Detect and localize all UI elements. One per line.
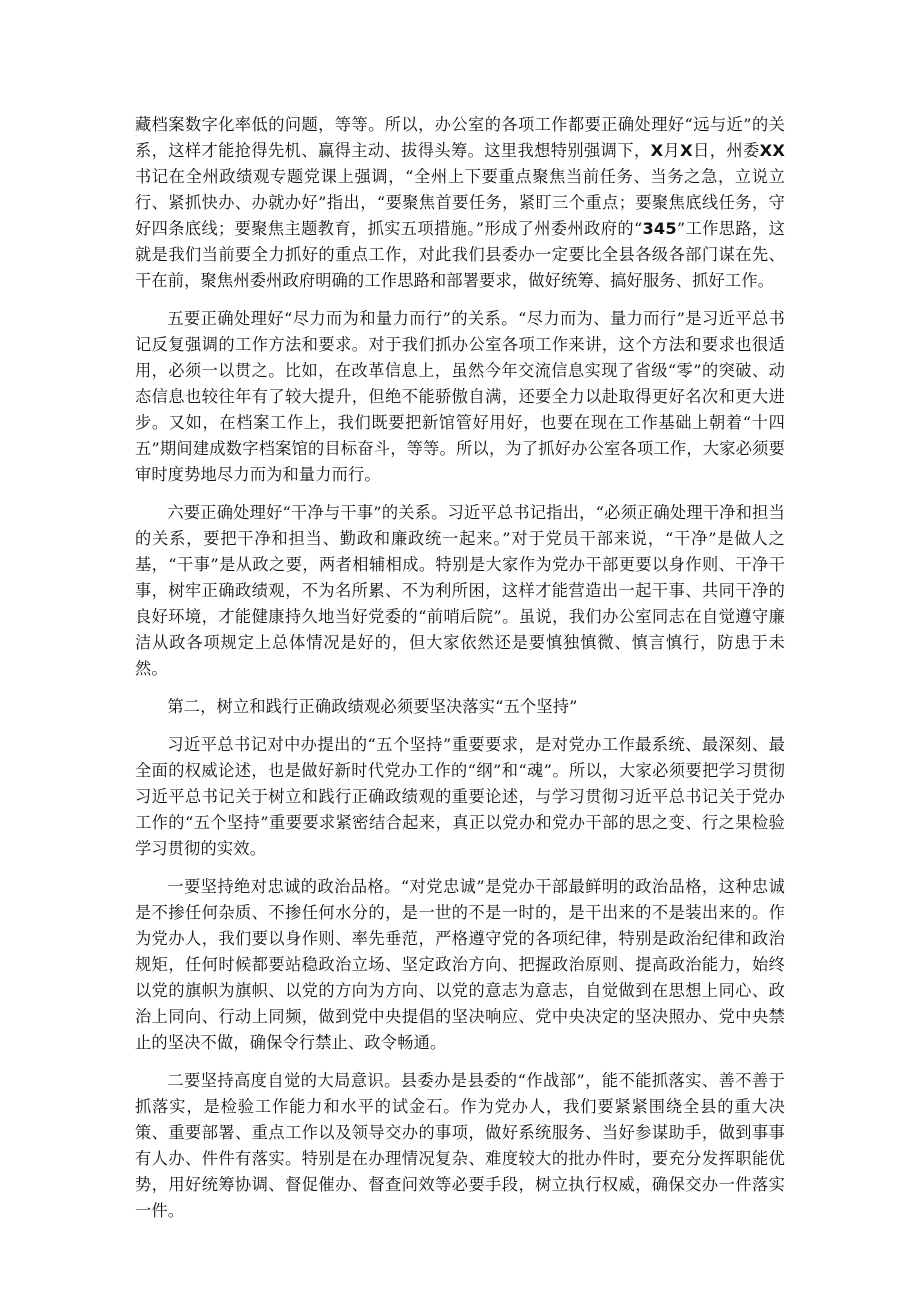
text-run-bold: XX: [759, 141, 786, 160]
paragraph: [135, 500, 785, 682]
text-run: 第二，树立和践行正确政绩观必须要坚决落实“五个坚持”: [167, 697, 578, 716]
text-run-bold: 345: [642, 219, 677, 238]
text-run: 一要坚持绝对忠诚的政治品格。“对党忠诚”是党办干部最鲜明的政治品格，这种忠诚是不掺任何杂质、不掺任何水分的，是一世的不是一时的，是干出来的不是装出来的。作为党办人，我们要以身作则、率先垂范，严格遵守党的各项纪律，特别是政治纪律和政治规矩，任何时候都要站稳政治立场、坚定政治方向、把握政治原则、提高政治能力，始终以党的旗帜为旗帜、以党的方向为方向、以党的意志为意志，自觉做到在思想上同心、政治上同向、行动上同频，做到党中央提倡的坚决响应、党中央决定的坚决照办、党中央禁止的坚决不做，确保令行禁止、政令畅通。: [135, 877, 785, 1052]
text-run: 五要正确处理好“尽力而为和量力而行”的关系。“尽力而为、量力而行”是习近平总书记反复强调的工作方法和要求。对于我们抓办公室各项工作来讲，这个方法和要求也很适用，必须一以贯之。比如，在改革信息上，虽然今年交流信息实现了省级“零”的突破、动态信息也较往年有了较大提升，但绝不能骄傲自满，还要全力以赴取得更好名次和更大进步。又如，在档案工作上，我们既要把新馆管好用好，也要在现在工作基础上朝着“十四五”期间建成数字档案馆的目标奋斗，等等。所以，为了抓好办公室各项工作，大家必须要审时度势地尽力而为和量力而行。: [135, 309, 785, 484]
text-run-bold: X: [650, 141, 664, 160]
text-run-bold: X: [680, 141, 693, 160]
text-run: 书记在全州政绩观专题党课上强调，“全州上下要重点聚焦当前任务、当务之急，立说立行、紧抓快办、办就办好”指出，“要聚焦首要任务，紧盯三个重点；要聚焦底线任务，守好四条底线；要聚焦主题教育，抓实五项措施。”形成了州委州政府的“: [135, 167, 785, 238]
paragraph: [135, 1068, 785, 1224]
text-run: 藏档案数字化率低的问题，等等。所以，办公室的各项工作都要正确处理好“远与近”的关系，这样才能抢得先机、赢得主动、拔得头筹。这里我想特别强调下，: [135, 115, 785, 160]
section-heading: [135, 694, 785, 720]
paragraph: [135, 732, 785, 862]
text-run: ”工作思路，这就是我们当前要全力抓好的重点工作，对此我们县委办一定要比全县各级各部门谋在先、干在前，聚焦州委州政府明确的工作思路和部署要求，做好统筹、搞好服务、抓好工作。: [135, 219, 785, 290]
text-run: 日，州委: [692, 141, 760, 160]
text-run: 习近平总书记对中办提出的“五个坚持”重要要求，是对党办工作最系统、最深刻、最全面的权威论述，也是做好新时代党办工作的“纲”和“魂”。所以，大家必须要把学习贯彻习近平总书记关于树立和践行正确政绩观的重要论述，与学习贯彻习近平总书记关于党办工作的“五个坚持”重要要求紧密结合起来，真正以党办和党办干部的思之变、行之果检验学习贯彻的实效。: [135, 735, 785, 858]
text-run: 二要坚持高度自觉的大局意识。县委办是县委的“作战部”，能不能抓落实、善不善于抓落实，是检验工作能力和水平的试金石。作为党办人，我们要紧紧围绕全县的重大决策、重要部署、重点工作以及领导交办的事项，做好系统服务、当好参谋助手，做到事事有人办、件件有落实。特别是在办理情况复杂、难度较大的批办件时，要充分发挥职能优势，用好统筹协调、督促催办、督查问效等必要手段，树立执行权威，确保交办一件落实一件。: [135, 1071, 785, 1220]
document-body: [135, 112, 785, 1236]
paragraph: [135, 112, 785, 294]
text-run: 六要正确处理好“干净与干事”的关系。习近平总书记指出，“必须正确处理干净和担当的关系，要把干净和担当、勤政和廉政统一起来。”对于党员干部来说，“干净”是做人之基，“干事”是从政之要，两者相辅相成。特别是大家作为党办干部更要以身作则、干净干事，树牢正确政绩观，不为名所累、不为利所困，这样才能营造出一起干事、共同干净的良好环境，才能健康持久地当好党委的“前哨后院”。虽说，我们办公室同志在自觉遵守廉洁从政各项规定上总体情况是好的，但大家依然还是要慎独慎微、慎言慎行，防患于未然。: [135, 503, 785, 678]
paragraph: [135, 874, 785, 1056]
paragraph: [135, 306, 785, 488]
text-run: 月: [663, 141, 681, 160]
